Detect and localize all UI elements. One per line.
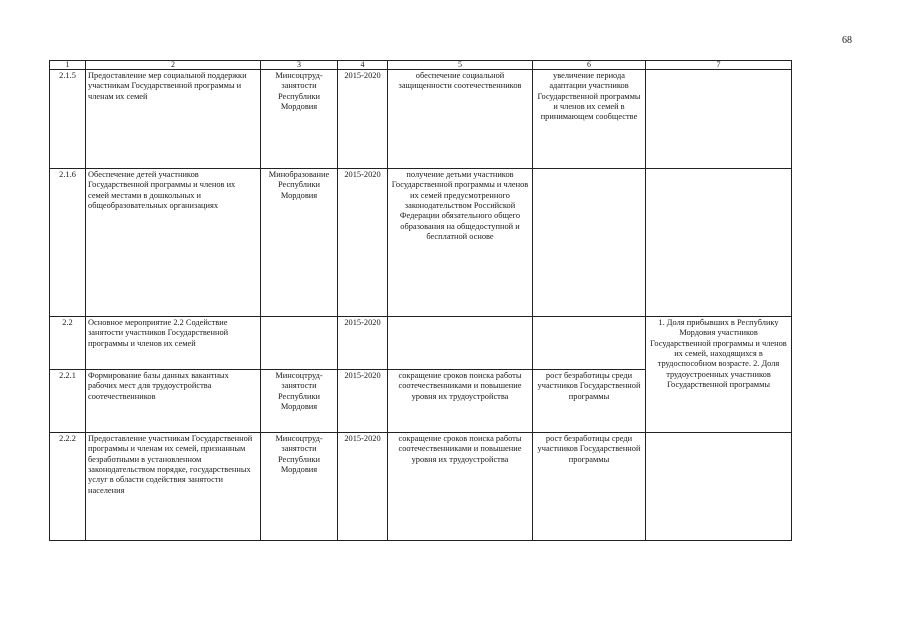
executor: Минсоцтруд-занятости Республики Мордовия (261, 370, 338, 433)
column-header: 6 (533, 61, 646, 70)
non-implementation-effect: рост безработицы среди участников Государственной программы (533, 370, 646, 433)
measure-name: Предоставление мер социальной поддержки участникам Государственной программы и членам их семей (86, 70, 261, 169)
row-number: 2.2 (50, 317, 86, 370)
indicator (646, 433, 792, 541)
table-row (50, 169, 792, 317)
row-number: 2.1.5 (50, 70, 86, 169)
expected-result (388, 317, 533, 370)
column-header: 5 (388, 61, 533, 70)
row-number: 2.1.6 (50, 169, 86, 317)
table-row (50, 70, 792, 169)
non-implementation-effect (533, 317, 646, 370)
expected-result: сокращение сроков поиска работы соотечественниками и повышение уровня их трудоустройства (388, 433, 533, 541)
non-implementation-effect: рост безработицы среди участников Государственной программы (533, 433, 646, 541)
period: 2015-2020 (338, 317, 388, 370)
executor: Минсоцтруд-занятости Республики Мордовия (261, 433, 338, 541)
expected-result: получение детьми участников Государственной программы и членов их семей предусмотренного законодательством Российской Федерации обязательного общего образования на общедоступной и бесплатной основе (388, 169, 533, 317)
table-header-row (50, 61, 792, 70)
non-implementation-effect: увеличение периода адаптации участников Государственной программы и членов их семей в принимающем сообществе (533, 70, 646, 169)
column-header: 2 (86, 61, 261, 70)
indicator: 1. Доля прибывших в Республику Мордовия участников Государственной программы и членов их семей, находящихся в трудоспособном возрасте. 2. Доля трудоустроенных участников Государственной программы (646, 317, 792, 433)
period: 2015-2020 (338, 70, 388, 169)
column-header: 7 (646, 61, 792, 70)
row-number: 2.2.2 (50, 433, 86, 541)
executor: Минобразование Республики Мордовия (261, 169, 338, 317)
row-number: 2.2.1 (50, 370, 86, 433)
measure-name: Предоставление участникам Государственной программы и членам их семей, признанным безработными в установленном законодательством порядке, государственных услуг в области содействия занятости населения (86, 433, 261, 541)
column-header: 3 (261, 61, 338, 70)
measures-table (49, 60, 792, 541)
table-row (50, 317, 792, 370)
non-implementation-effect (533, 169, 646, 317)
executor (261, 317, 338, 370)
page-number: 68 (842, 35, 852, 46)
indicator (646, 70, 792, 169)
table-row (50, 433, 792, 541)
expected-result: сокращение сроков поиска работы соотечественниками и повышение уровня их трудоустройства (388, 370, 533, 433)
column-header: 1 (50, 61, 86, 70)
period: 2015-2020 (338, 433, 388, 541)
column-header: 4 (338, 61, 388, 70)
measure-name: Формирование базы данных вакантных рабочих мест для трудоустройства соотечественников (86, 370, 261, 433)
period: 2015-2020 (338, 370, 388, 433)
expected-result: обеспечение социальной защищенности соотечественников (388, 70, 533, 169)
measure-name: Основное мероприятие 2.2 Содействие занятости участников Государственной программы и членов их семей (86, 317, 261, 370)
indicator (646, 169, 792, 317)
executor: Минсоцтруд-занятости Республики Мордовия (261, 70, 338, 169)
period: 2015-2020 (338, 169, 388, 317)
measure-name: Обеспечение детей участников Государственной программы и членов их семей местами в дошкольных и общеобразовательных организациях (86, 169, 261, 317)
